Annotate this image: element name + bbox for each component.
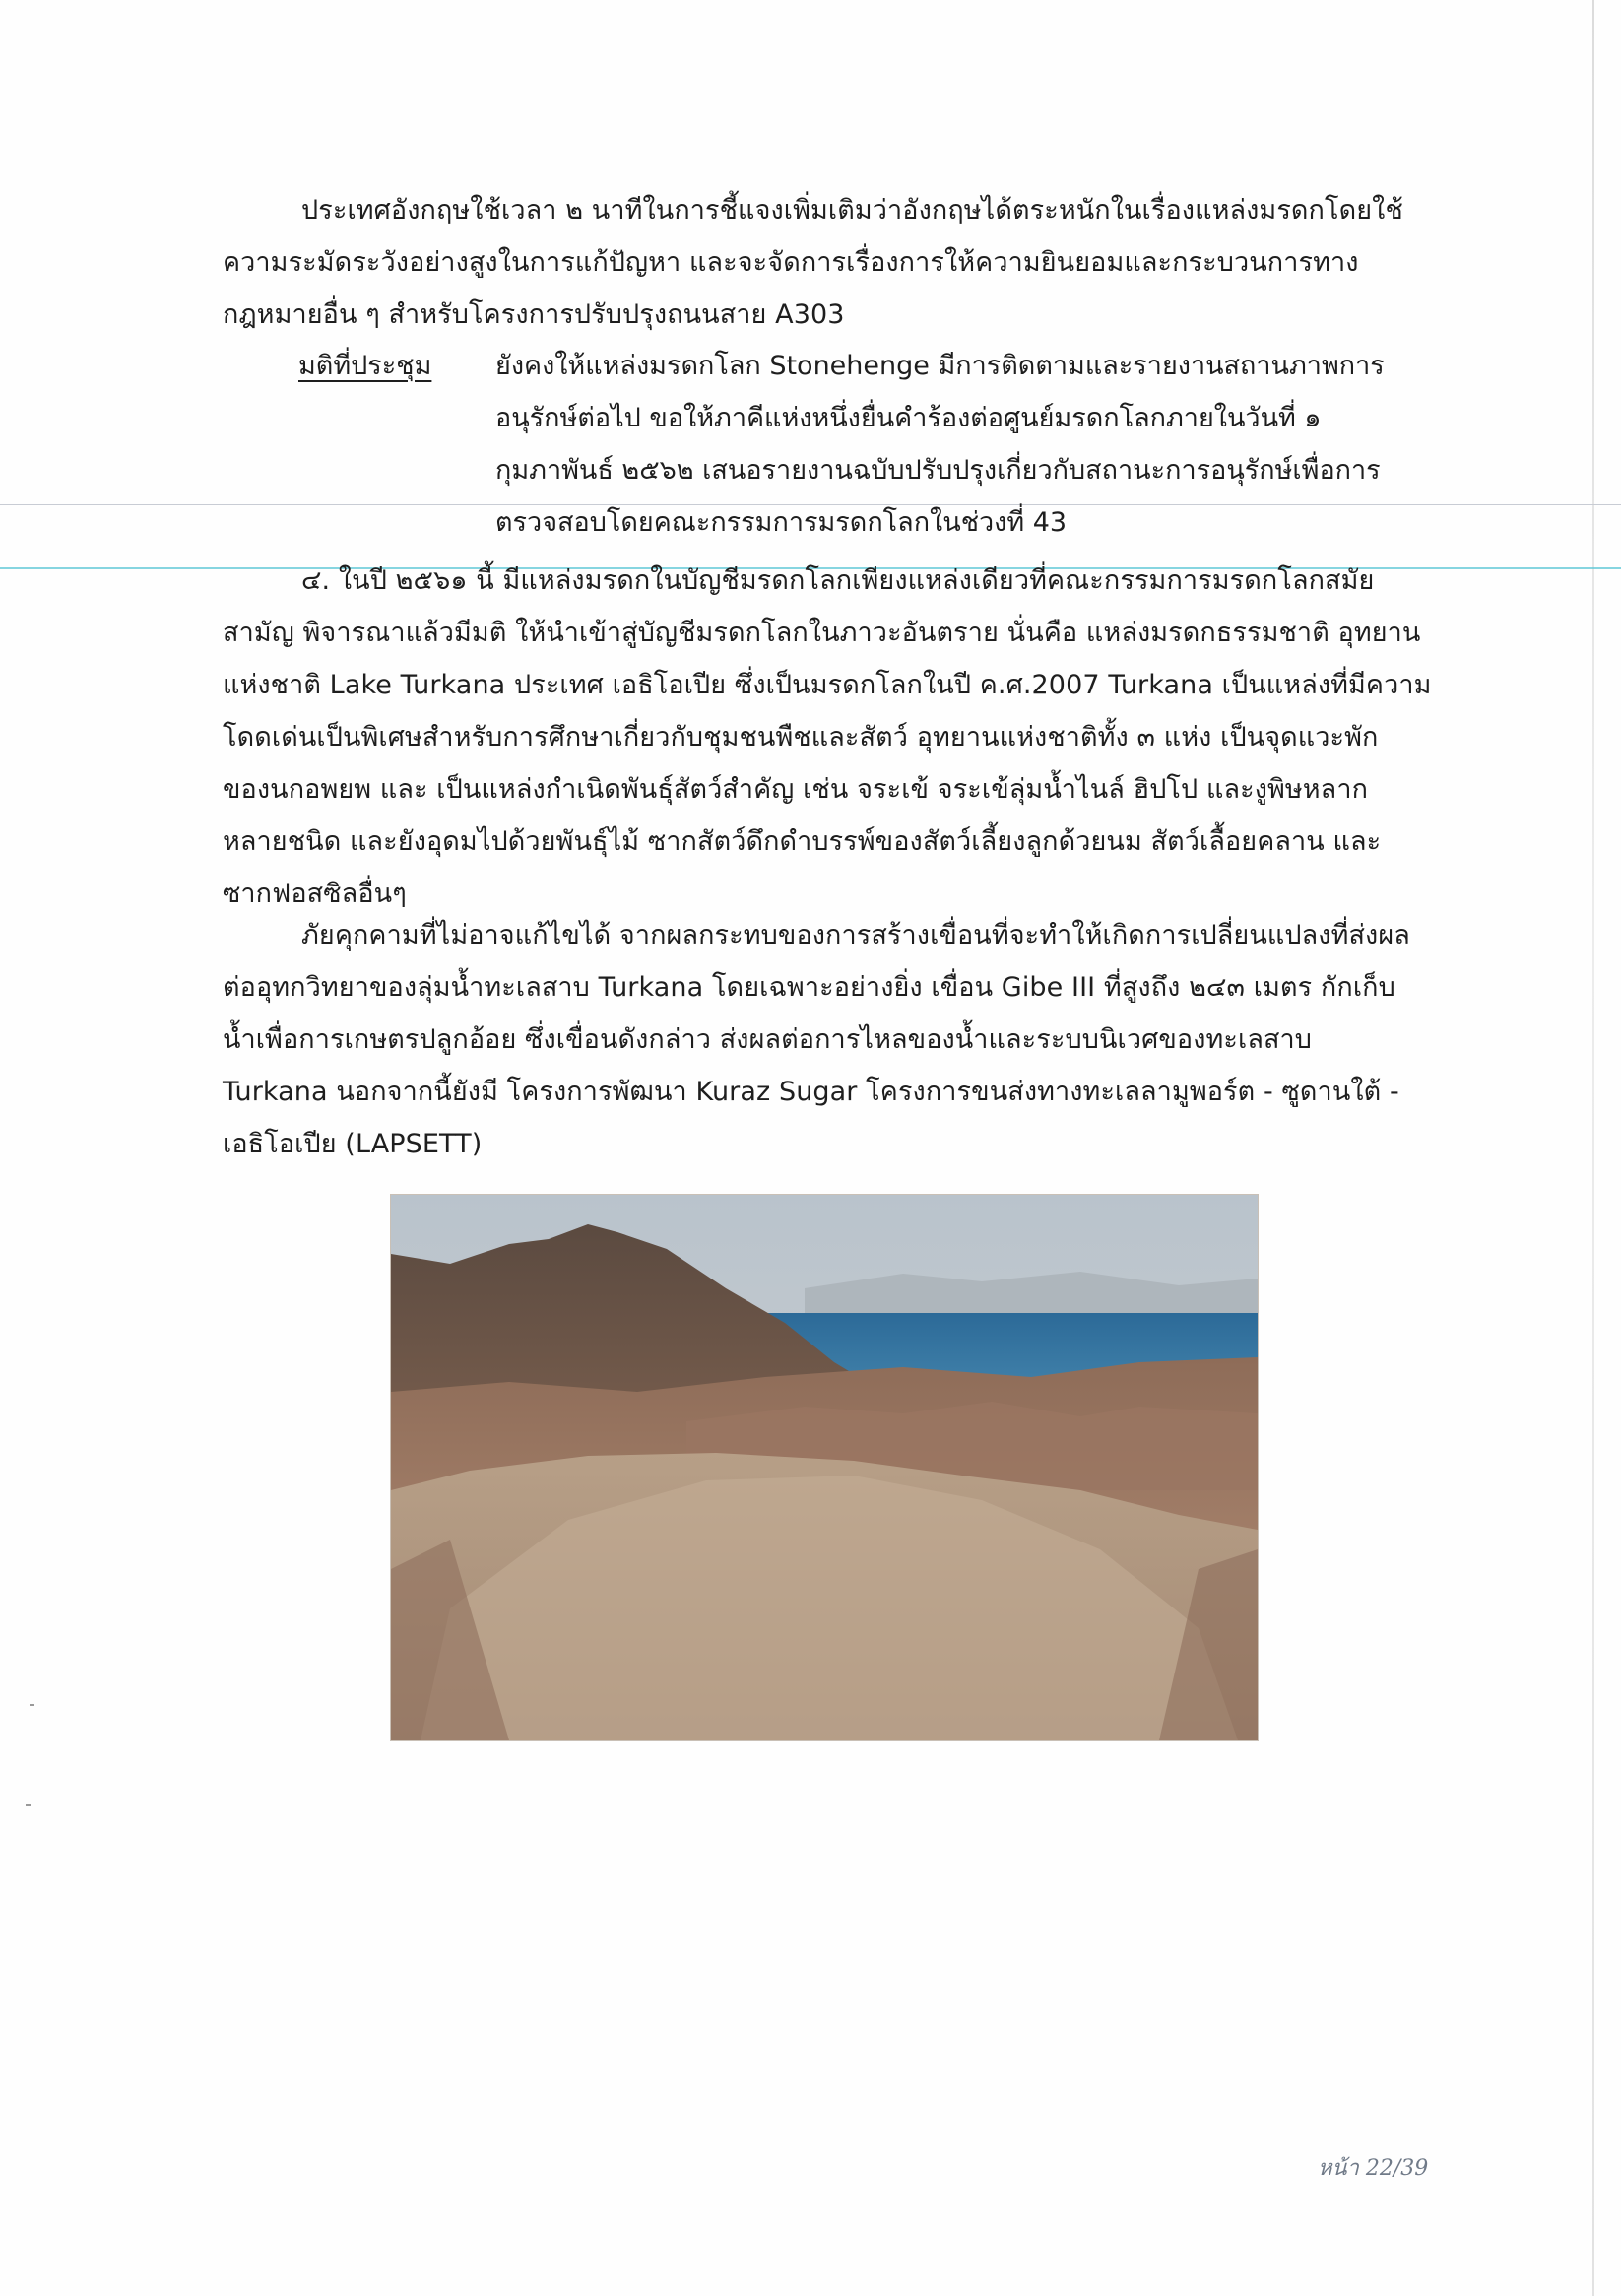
paragraph-lake-turkana <box>223 555 1432 920</box>
text-line: ประเทศอังกฤษใช้เวลา ๒ นาทีในการชี้แจงเพิ่มเติมว่าอังกฤษได้ตระหนักในเรื่องแหล่งมรดกโดยใช้ <box>301 195 1403 226</box>
paragraph-threats <box>223 909 1410 1170</box>
resolution-body <box>495 340 1411 549</box>
text-line: ความระมัดระวังอย่างสูงในการแก้ปัญหา และจะจัดการเรื่องการให้ความยินยอมและกระบวนการทาง <box>223 247 1359 278</box>
text-line: Turkana นอกจากนี้ยังมี โครงการพัฒนา Kuraz Sugar โครงการขนส่งทางทะเลลามูพอร์ต - ซูดานใต้ - <box>223 1077 1399 1107</box>
lake-turkana-photo <box>390 1194 1259 1741</box>
text-line: ตรวจสอบโดยคณะกรรมการมรดกโลกในช่วงที่ 43 <box>495 507 1068 538</box>
text-line: สามัญ พิจารณาแล้วมีมติ ให้นำเข้าสู่บัญชีมรดกโลกในภาวะอันตราย นั่นคือ แหล่งมรดกธรรมชาติ อุทยาน <box>223 618 1421 648</box>
text-line: ภัยคุกคามที่ไม่อาจแก้ไขได้ จากผลกระทบของการสร้างเขื่อนที่จะทำให้เกิดการเปลี่ยนแปลงที่ส่งผล <box>301 920 1410 951</box>
text-line: หลายชนิด และยังอุดมไปด้วยพันธุ์ไม้ ซากสัตว์ดึกดำบรรพ์ของสัตว์เลี้ยงลูกด้วยนม สัตว์เลื้อยคลาน และ <box>223 826 1382 857</box>
text-line: ซากฟอสซิลอื่นๆ <box>223 879 407 909</box>
text-line: ยังคงให้แหล่งมรดกโลก Stonehenge มีการติดตามและรายงานสถานภาพการ <box>495 351 1385 381</box>
text-line: แห่งชาติ Lake Turkana ประเทศ เอธิโอเปีย ซึ่งเป็นมรดกโลกในปี ค.ศ.2007 Turkana เป็นแหล่งที่มีความ <box>223 670 1432 700</box>
text-line: อนุรักษ์ต่อไป ขอให้ภาคีแห่งหนึ่งยื่นคำร้องต่อศูนย์มรดกโลกภายในวันที่ ๑ <box>495 403 1322 433</box>
paragraph-uk-statement <box>223 184 1404 341</box>
scan-speck <box>30 1704 34 1706</box>
resolution-label: มติที่ประชุม <box>298 351 432 381</box>
text-line: ๔. ในปี ๒๕๖๑ นี้ มีแหล่งมรดกในบัญชีมรดกโลกเพียงแหล่งเดียวที่คณะกรรมการมรดกโลกสมัย <box>301 565 1375 596</box>
text-line: กฎหมายอื่น ๆ สำหรับโครงการปรับปรุงถนนสาย A303 <box>223 299 845 330</box>
page-number: หน้า 22/39 <box>1318 2156 1429 2181</box>
text-line: โดดเด่นเป็นพิเศษสำหรับการศึกษาเกี่ยวกับชุมชนพืชและสัตว์ อุทยานแห่งชาติทั้ง ๓ แห่ง เป็นจุดแวะพัก <box>223 722 1379 753</box>
text-line: น้ำเพื่อการเกษตรปลูกอ้อย ซึ่งเขื่อนดังกล่าว ส่งผลต่อการไหลของน้ำและระบบนิเวศของทะเลสาบ <box>223 1024 1313 1055</box>
scan-speck <box>26 1804 31 1806</box>
text-line: ต่ออุทกวิทยาของลุ่มน้ำทะเลสาบ Turkana โดยเฉพาะอย่างยิ่ง เขื่อน Gibe III ที่สูงถึง ๒๔๓ เมตร กักเก็บ <box>223 972 1395 1003</box>
scan-edge-shadow <box>1592 0 1594 2296</box>
text-line: กุมภาพันธ์ ๒๕๖๒ เสนอรายงานฉบับปรับปรุงเกี่ยวกับสถานะการอนุรักษ์เพื่อการ <box>495 455 1381 486</box>
text-line: ของนกอพยพ และ เป็นแหล่งกำเนิดพันธุ์สัตว์สำคัญ เช่น จระเข้ จระเข้ลุ่มน้ำไนล์ ฮิปโป และงูพิษหลาก <box>223 774 1369 805</box>
text-line: เอธิโอเปีย (LAPSETT) <box>223 1129 483 1159</box>
